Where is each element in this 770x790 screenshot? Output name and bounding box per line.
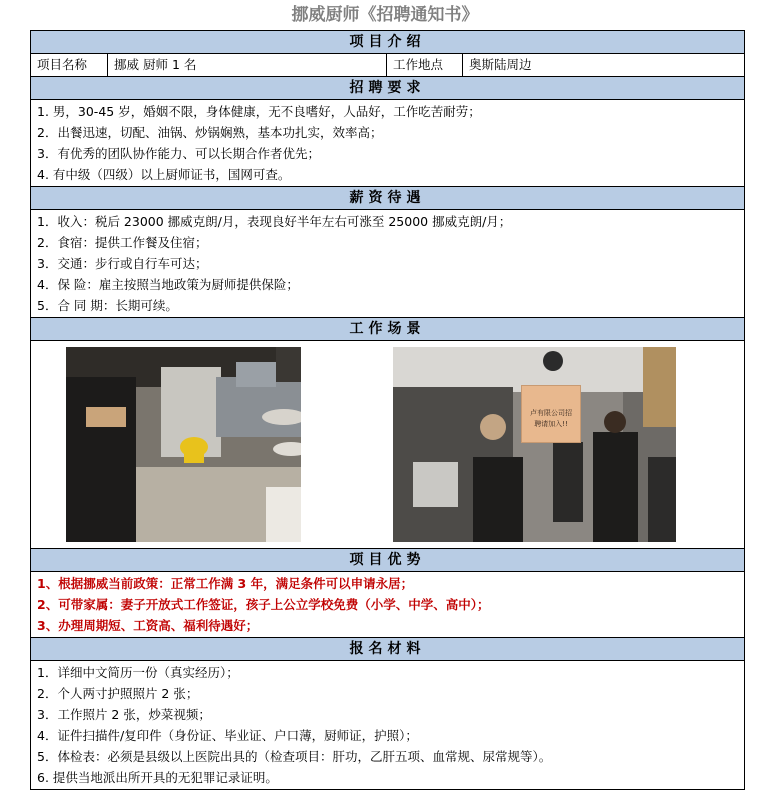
salary-item: 3．交通：步行或自行车可达； — [37, 256, 208, 271]
material-item: 3．工作照片 2 张，炒菜视频； — [37, 707, 211, 722]
project-name-label: 项目名称 — [31, 54, 108, 76]
project-name-value: 挪威 厨师 1 名 — [108, 54, 387, 76]
section-header-workplace: 工作场景 — [31, 318, 744, 341]
sign-text-line-1: 卢有限公司招 — [530, 409, 572, 417]
material-item: 2．个人两寸护照照片 2 张； — [37, 686, 199, 701]
material-item: 1．详细中文简历一份（真实经历）； — [37, 665, 239, 680]
salary-item: 4．保 险：雇主按照当地政策为厨师提供保险； — [37, 277, 299, 292]
section-header-materials: 报名材料 — [31, 638, 744, 661]
advantage-item: 3、办理周期短、工资高、福利待遇好； — [37, 618, 259, 633]
kitchen-photo — [66, 347, 301, 542]
page-title: 挪威厨师《招聘通知书》 — [291, 5, 479, 25]
requirement-item: 2．出餐迅速，切配、油锅、炒锅娴熟，基本功扎实，效率高； — [37, 125, 383, 140]
restaurant-photo — [393, 347, 676, 542]
salary-item: 2．食宿：提供工作餐及住宿； — [37, 235, 208, 250]
material-item: 5．体检表：必须是县级以上医院出具的（检查项目：肝功，乙肝五项、血常规、尿常规等）。 — [37, 749, 552, 764]
section-header-salary: 薪资待遇 — [31, 187, 744, 210]
advantages-list — [31, 572, 744, 638]
project-info-row — [31, 54, 744, 77]
salary-item: 5．合 同 期：长期可续。 — [37, 298, 178, 313]
requirements-list — [31, 100, 744, 187]
work-location-value: 奥斯陆周边 — [469, 57, 532, 72]
advantage-item: 1、根据挪威当前政策：正常工作满 3 年，满足条件可以申请永居； — [37, 576, 414, 591]
recruitment-sign — [521, 385, 581, 443]
salary-item: 1．收入：税后 23000 挪威克朗/月，表现良好半年左右可涨至 25000 挪威克朗/月； — [37, 214, 512, 229]
advantage-item: 2、可带家属：妻子开放式工作签证，孩子上公立学校免费（小学、中学、高中）； — [37, 597, 490, 612]
workplace-photos — [31, 341, 744, 549]
work-location-label: 工作地点 — [387, 54, 463, 76]
material-item: 6. 提供当地派出所开具的无犯罪记录证明。 — [37, 770, 278, 785]
requirement-item: 3．有优秀的团队协作能力、可以长期合作者优先； — [37, 146, 320, 161]
section-header-advantages: 项目优势 — [31, 549, 744, 572]
section-header-project-intro: 项目介绍 — [31, 31, 744, 54]
section-header-requirements: 招聘要求 — [31, 77, 744, 100]
recruitment-table — [30, 30, 745, 790]
sign-text-line-2: 聘请加入!! — [534, 420, 568, 428]
material-item: 4．证件扫描件/复印件（身份证、毕业证、户口薄，厨师证，护照）； — [37, 728, 418, 743]
requirement-item: 4. 有中级（四级）以上厨师证书，国网可查。 — [37, 167, 291, 182]
requirement-item: 1. 男，30-45 岁，婚姻不限，身体健康，无不良嗜好，人品好，工作吃苦耐劳； — [37, 104, 481, 119]
materials-list — [31, 661, 744, 790]
salary-list — [31, 210, 744, 318]
